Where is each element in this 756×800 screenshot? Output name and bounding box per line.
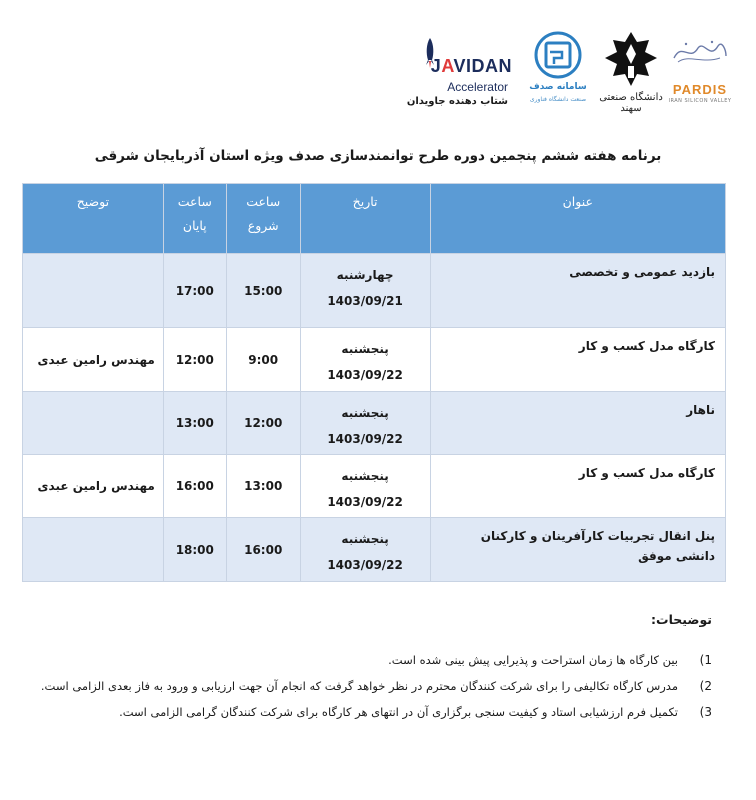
javidan-subtitle: Accelerator	[447, 80, 508, 94]
sahand-university-logo	[599, 30, 663, 116]
row-title: کارگاه مدل کسب و کار	[430, 455, 725, 518]
row-start-time: 13:00	[226, 455, 300, 518]
row-date: پنجشنبه 1403/09/22	[300, 328, 430, 392]
pardis-subtitle: IRAN SILICON VALLEY	[668, 98, 732, 104]
note-text: مدرس کارگاه تکالیفی را برای شرکت کنندگان محترم در نظر خواهد گرفت که انجام آن جهت ارزیابی و ورود به فاز بعدی الزامی است.	[40, 679, 678, 693]
row-description	[23, 518, 164, 582]
table-row	[23, 328, 726, 392]
sadaf-logo	[528, 30, 588, 116]
logo-bar	[400, 30, 732, 120]
table-row	[23, 455, 726, 518]
row-end-time: 18:00	[163, 518, 226, 582]
table-row	[23, 392, 726, 455]
sahand-persian-name: دانشگاه صنعتی سهند	[599, 92, 663, 114]
header-title: عنوان	[430, 184, 725, 254]
row-start-time: 15:00	[226, 254, 300, 328]
row-start-time: 16:00	[226, 518, 300, 582]
row-start-time: 9:00	[226, 328, 300, 392]
row-title: بازدید عمومی و تخصصی	[430, 254, 725, 328]
pardis-calligraphy-icon	[672, 38, 728, 64]
pardis-technology-park-logo	[668, 30, 732, 116]
header-date: تاریخ	[300, 184, 430, 254]
row-description	[23, 254, 164, 328]
notes-section	[40, 612, 712, 727]
row-title: پنل انقال تجربیات کارآفرینان و کارکنان دانشی موفق	[430, 518, 725, 582]
list-item	[40, 675, 712, 697]
row-date: پنجشنبه 1403/09/22	[300, 518, 430, 582]
row-title: کارگاه مدل کسب و کار	[430, 328, 725, 392]
javidan-persian-name: شتاب دهنده جاویدان	[406, 96, 508, 107]
note-number: 3)	[699, 705, 712, 719]
row-end-time: 16:00	[163, 455, 226, 518]
row-description: مهندس رامین عبدی	[23, 455, 164, 518]
row-description: مهندس رامین عبدی	[23, 328, 164, 392]
javidan-wordmark: JAVIDAN	[430, 56, 512, 76]
notes-title: توضیحات:	[651, 612, 712, 627]
header-start-time: ساعت شروع	[226, 184, 300, 254]
header-description: توضیح	[23, 184, 164, 254]
javidan-accelerator-logo	[400, 38, 512, 116]
row-end-time: 17:00	[163, 254, 226, 328]
row-date: پنجشنبه 1403/09/22	[300, 392, 430, 455]
table-header-row	[23, 184, 726, 254]
sadaf-subtitle: صنعت دانشگاه فناوری	[529, 96, 587, 103]
sahand-emblem-icon	[603, 30, 659, 90]
row-end-time: 12:00	[163, 328, 226, 392]
row-title: ناهار	[430, 392, 725, 455]
row-description	[23, 392, 164, 455]
table-row	[23, 254, 726, 328]
header-end-time: ساعت پایان	[163, 184, 226, 254]
note-text: بین کارگاه ها زمان استراحت و پذیرایی پیش بینی شده است.	[388, 653, 678, 667]
schedule-table	[22, 183, 726, 582]
note-text: تکمیل فرم ارزشیابی استاد و کیفیت سنجی برگزاری آن در انتهای هر کارگاه برای شرکت کنندگان گرامی الزامی است.	[119, 705, 678, 719]
sadaf-emblem-icon	[528, 30, 588, 80]
row-date: چهارشنبه 1403/09/21	[300, 254, 430, 328]
sadaf-persian-name: سامانه صدف	[529, 82, 587, 92]
note-number: 2)	[699, 679, 712, 693]
table-row	[23, 518, 726, 582]
row-end-time: 13:00	[163, 392, 226, 455]
document-title: برنامه هفته ششم پنجمین دوره طرح توانمندسازی صدف ویژه استان آذربایجان شرقی	[94, 148, 662, 164]
notes-list	[40, 649, 712, 723]
note-number: 1)	[699, 653, 712, 667]
pardis-wordmark: PARDIS	[672, 82, 728, 97]
row-start-time: 12:00	[226, 392, 300, 455]
list-item	[40, 649, 712, 671]
row-date: پنجشنبه 1403/09/22	[300, 455, 430, 518]
list-item	[40, 701, 712, 723]
